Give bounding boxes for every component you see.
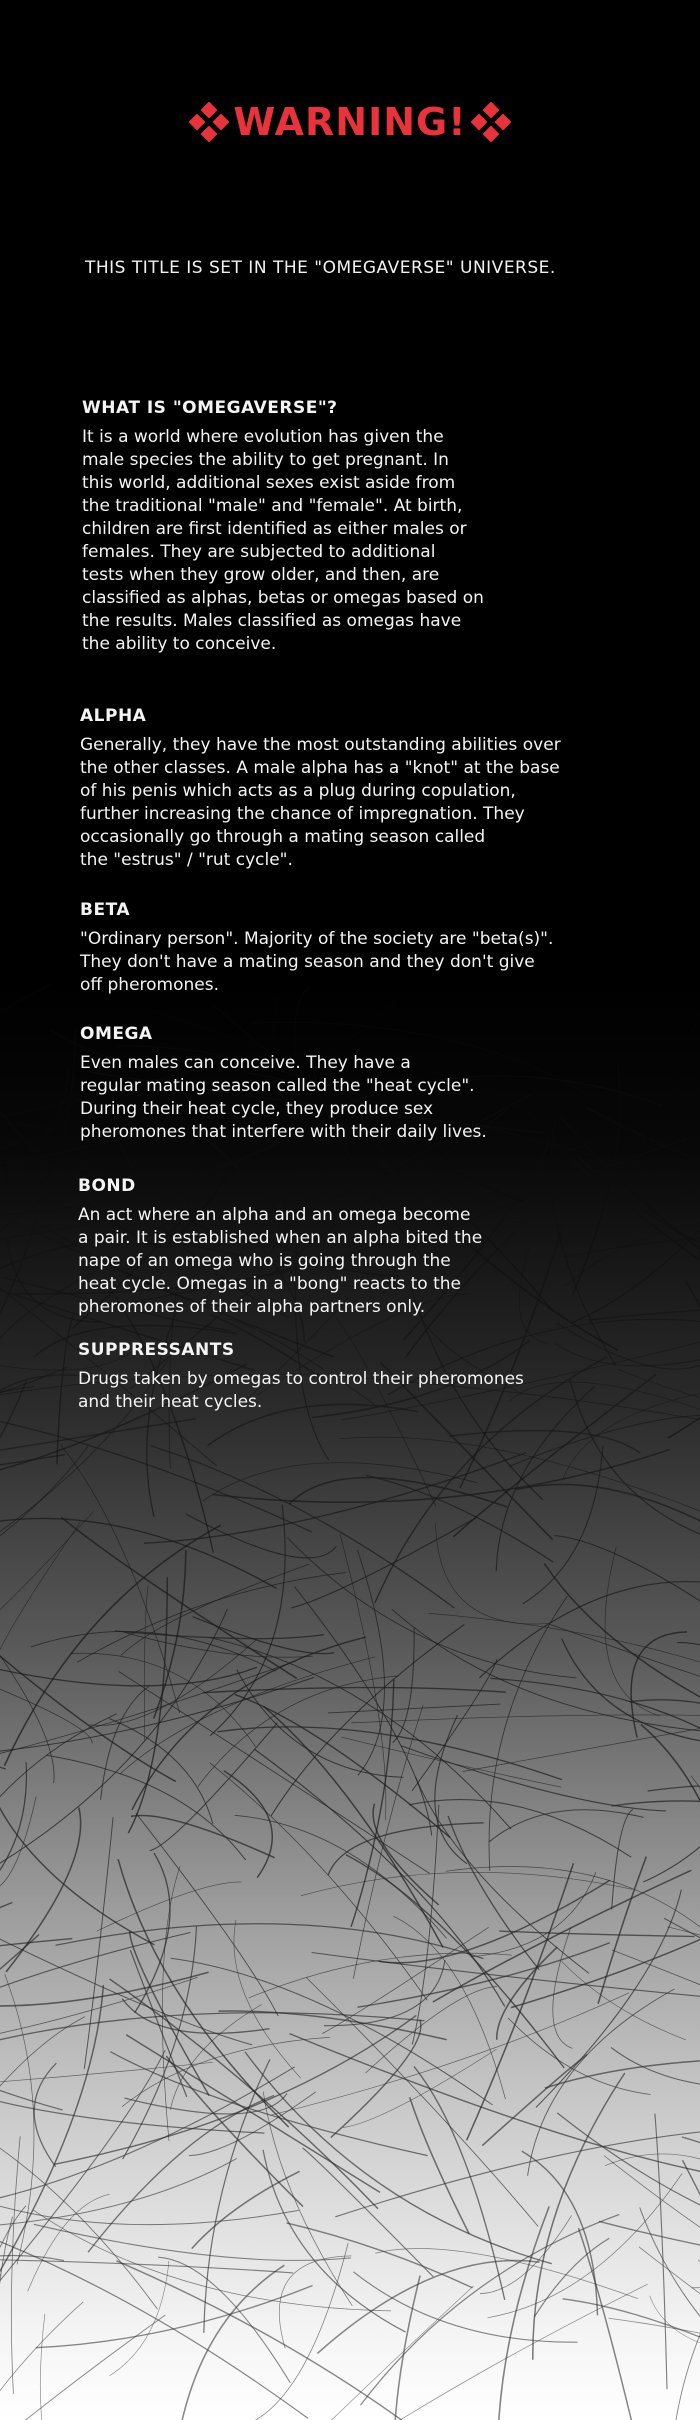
section-suppressants	[78, 1340, 524, 1414]
section-body: Generally, they have the most outstanding abilities over the other classes. A male alpha has a "knot" at the base of his penis which acts as a plug during copulation, further increasing the chance of impregnation. They occasionally go through a mating season called the "estrus" / "rut cycle".	[80, 735, 561, 870]
section-body: Drugs taken by omegas to control their pheromones and their heat cycles.	[78, 1369, 524, 1412]
section-heading: WHAT IS "OMEGAVERSE"?	[82, 398, 338, 418]
warning-title	[0, 100, 700, 144]
section-heading: BOND	[78, 1176, 136, 1196]
intro-text: THIS TITLE IS SET IN THE "OMEGAVERSE" UNIVERSE.	[85, 258, 556, 278]
diamond-cluster-icon	[471, 102, 511, 142]
section-body: "Ordinary person". Majority of the society are "beta(s)". They don't have a mating season and they don't give off pheromones.	[80, 929, 554, 995]
section-omegaverse	[82, 398, 484, 656]
section-heading: SUPPRESSANTS	[78, 1340, 235, 1360]
section-body: An act where an alpha and an omega become a pair. It is established when an alpha bited the nape of an omega who is going through the heat cycle. Omegas in a "bong" reacts to the pheromones of their alpha partners only.	[78, 1205, 483, 1317]
section-body: It is a world where evolution has given the male species the ability to get pregnant. In this world, additional sexes exist aside from the traditional "male" and "female". At birth, children are first identified as either males or females. They are subjected to additional tests when they grow older, and then, are classified as alphas, betas or omegas based on the results. Males classified as omegas have the ability to conceive.	[82, 427, 484, 654]
diamond-cluster-icon	[189, 102, 229, 142]
warning-title-text: WARNING!	[233, 100, 467, 144]
section-beta	[80, 900, 553, 997]
section-alpha	[80, 706, 561, 872]
section-bond	[78, 1176, 482, 1319]
section-omega	[80, 1024, 487, 1144]
section-heading: BETA	[80, 900, 131, 920]
section-body: Even males can conceive. They have a regular mating season called the "heat cycle". During their heat cycle, they produce sex pheromones that interfere with their daily lives.	[80, 1053, 487, 1142]
section-heading: OMEGA	[80, 1024, 153, 1044]
section-heading: ALPHA	[80, 706, 147, 726]
